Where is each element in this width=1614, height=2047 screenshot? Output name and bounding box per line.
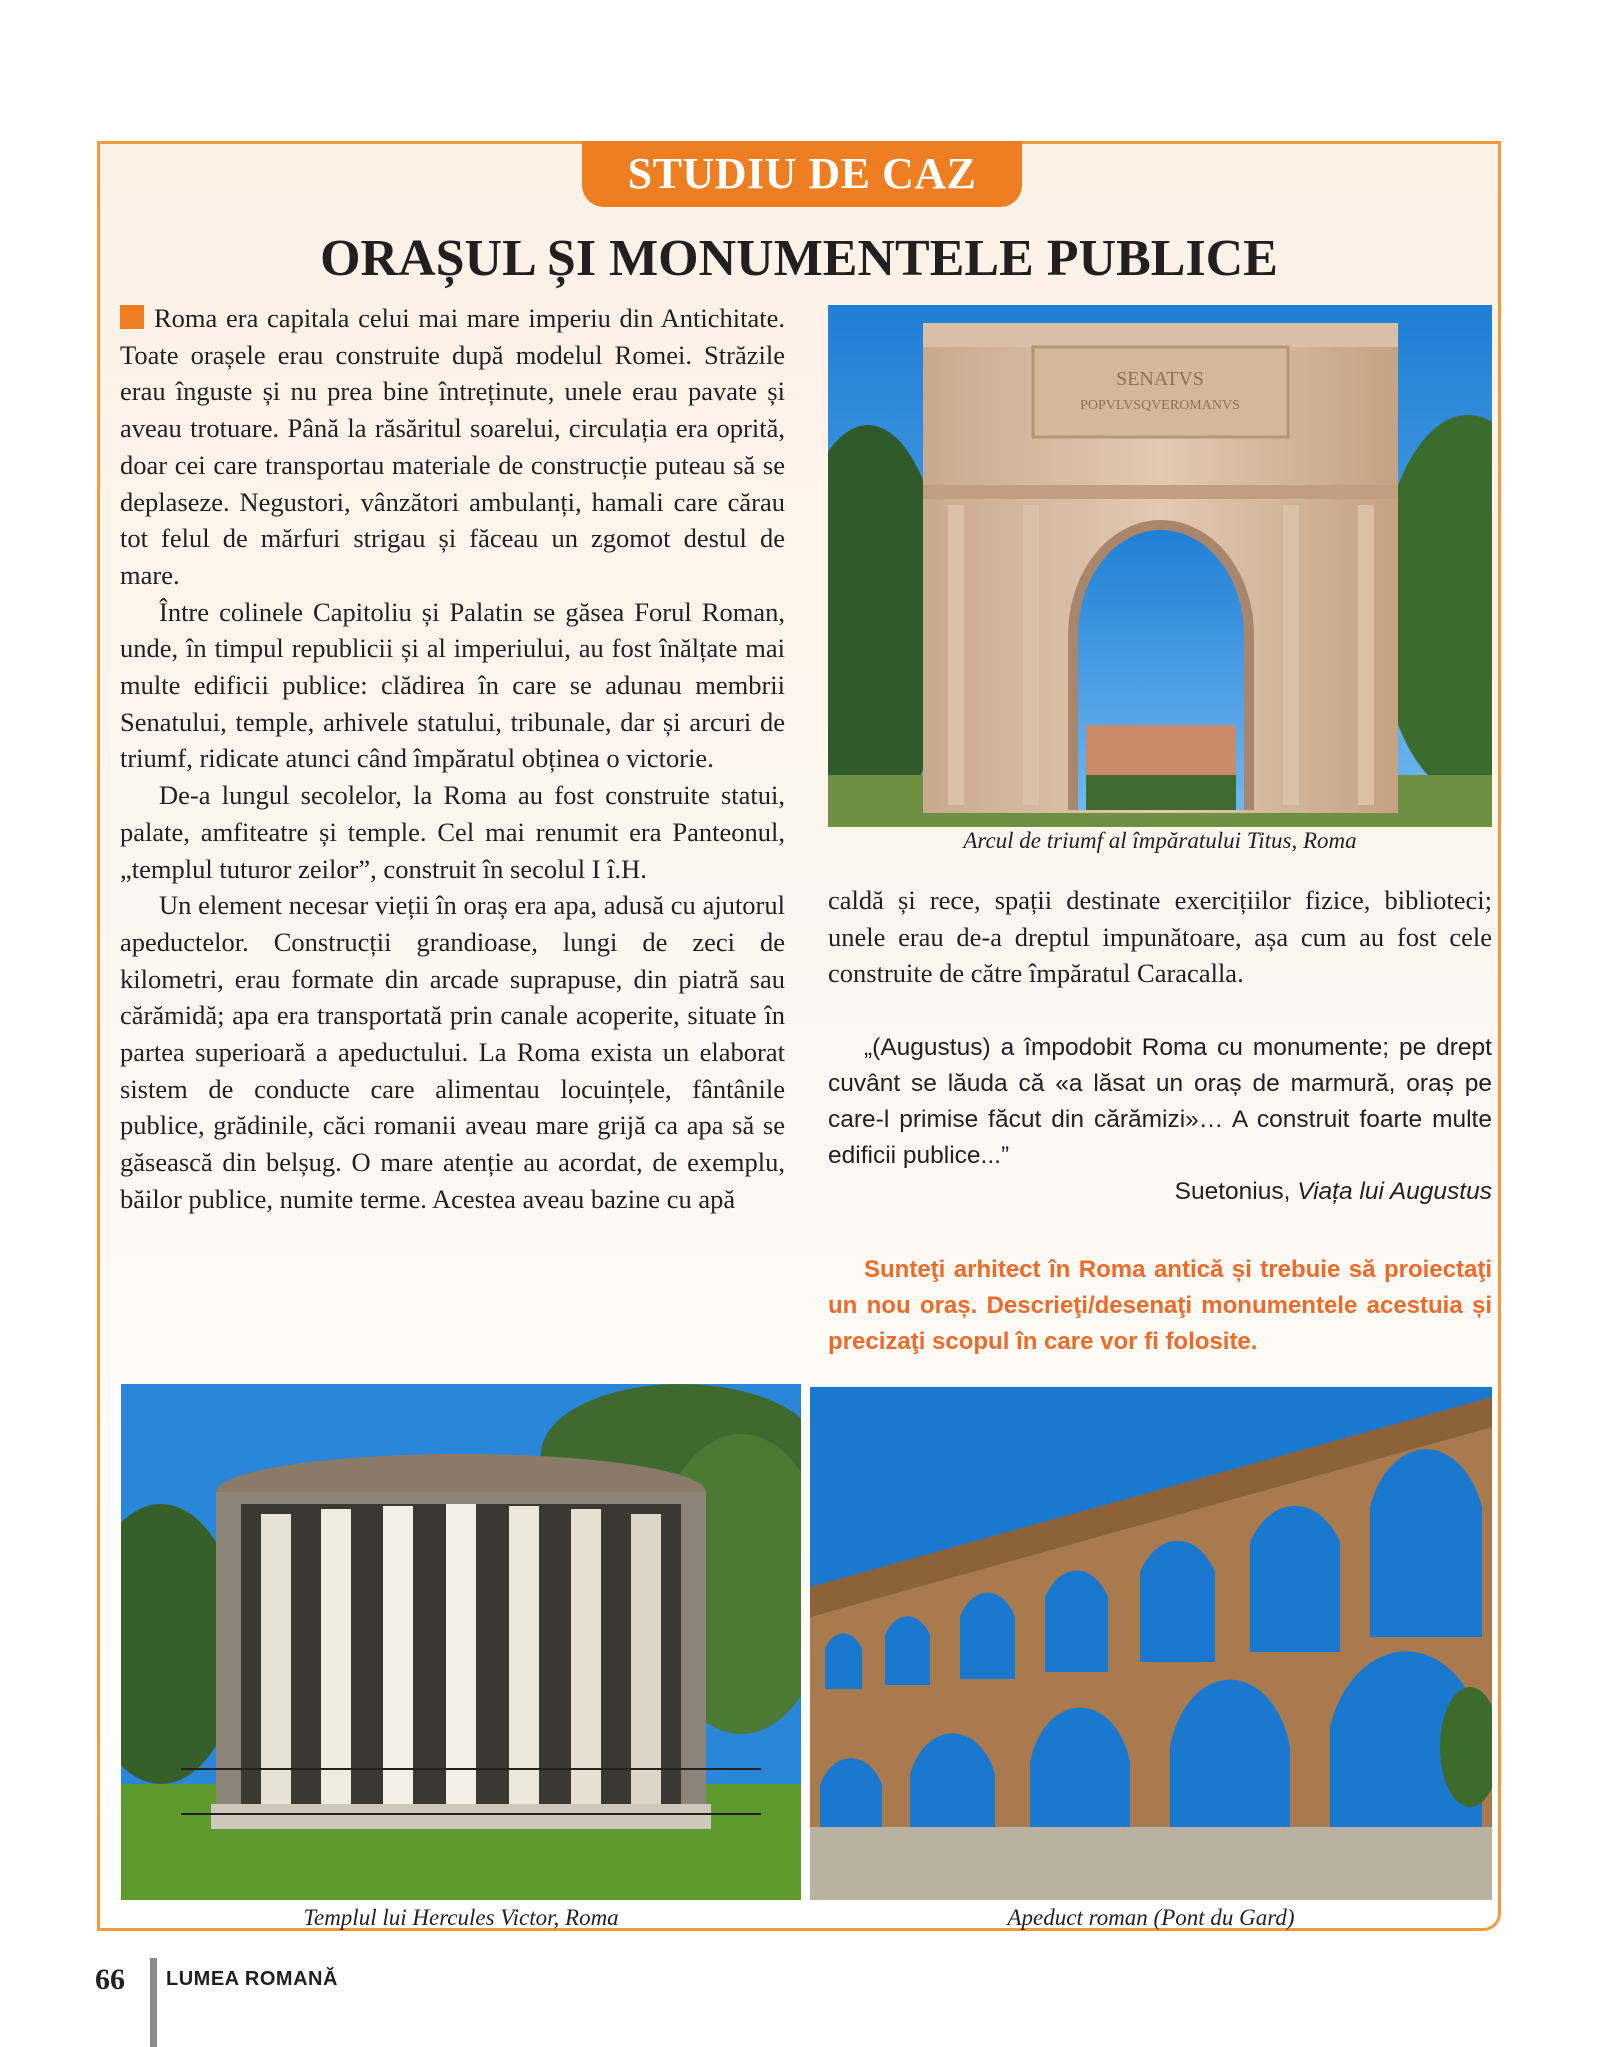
- paragraph-4-continuation: caldă și rece, spații destinate exercițiilor fizice, biblioteci; unele erau de-a dreptul impunătoare, așa cum au fost cele construite de către împăratul Caracalla.: [828, 885, 1492, 989]
- temple-caption: Templul lui Hercules Victor, Roma: [303, 1905, 619, 1930]
- arch-inscription-line-2: POPVLVSQVEROMANVS: [1080, 398, 1240, 413]
- temple-of-hercules-photo: [121, 1384, 801, 1900]
- page-number: 66: [95, 1963, 125, 1996]
- task-prompt: Sunteţi arhitect în Roma antică și trebuie să proiectaţi un nou oraș. Descrieţi/desenaţi monumentele acestuia și precizaţi scopul în care vor fi folosite.: [828, 1256, 1492, 1355]
- page-title: ORAȘUL ȘI MONUMENTELE PUBLICE: [320, 230, 1278, 287]
- footer-divider: [150, 1958, 157, 2047]
- aqueduct-caption: Apeduct roman (Pont du Gard): [1007, 1905, 1295, 1930]
- quote-source: [828, 1174, 1492, 1210]
- suetonius-quote: [828, 1030, 1492, 1210]
- quote-text: „(Augustus) a împodobit Roma cu monumente; pe drept cuvânt se lăuda că «a lăsat un oraș de marmură, oraș pe care-l primise făcut din cărămizi»… A construit foarte multe edificii publice...”: [828, 1034, 1492, 1169]
- orange-square-bullet-icon: [120, 305, 144, 329]
- paragraph-1: [120, 300, 785, 594]
- arch-caption: Arcul de triumf al împăratului Titus, Roma: [963, 828, 1357, 853]
- paragraph-1-text: Roma era capitala celui mai mare imperiu din Antichitate. Toate orașele erau construite după modelul Romei. Străzile erau înguste și nu prea bine întreținute, unele erau pavate și aveau trotuare. Până la răsăritul soarelui, circulația era oprită, doar cei care transportau materiale de construcție puteau să se deplaseze. Negustori, vânzători ambulanți, hamali care cărau tot felul de mărfuri strigau și făceau un zgomot destul de mare.: [120, 303, 785, 590]
- chapter-title: LUMEA ROMANĂ: [166, 1968, 338, 1990]
- paragraph-4: Un element necesar vieții în oraș era apa, adusă cu ajutorul apeductelor. Construcții grandioase, lungi de zeci de kilometri, erau formate din arcade suprapuse, din piatră sau cărămidă; apa era transportată prin canale acoperite, situate în partea superioară a apeductului. La Roma exista un elaborat sistem de conducte care alimentau locuințele, fântânile publice, grădinile, căci romanii aveau mare grijă ca apa să se găsească din belșug. O mare atenție au acordat, de exemplu, băilor publice, numite terme. Acestea aveau bazine cu apă: [120, 890, 785, 1214]
- quote-work: Viața lui Augustus: [1297, 1178, 1492, 1205]
- pont-du-gard-photo: [810, 1387, 1492, 1900]
- paragraph-2: Între colinele Capitoliu și Palatin se găsea Forul Roman, unde, în timpul republicii și al imperiului, au fost înălțate mai multe edificii publice: clădirea în care se adunau membrii Senatului, temple, arhivele statului, tribunale, dar și arcuri de triumf, ridicate atunci când împăratul obținea o victorie.: [120, 596, 785, 774]
- quote-author: Suetonius,: [1174, 1178, 1291, 1205]
- paragraph-3: De-a lungul secolelor, la Roma au fost construite statui, palate, amfiteatre și temple. Cel mai renumit era Panteonul, „templul tuturor zeilor”, construit în secolul I î.H.: [120, 780, 785, 884]
- arch-inscription-line-1: SENATVS: [1116, 368, 1204, 390]
- section-label: STUDIU DE CAZ: [582, 141, 1022, 207]
- arch-of-titus-photo: [828, 305, 1492, 827]
- main-text-column: [120, 300, 785, 1218]
